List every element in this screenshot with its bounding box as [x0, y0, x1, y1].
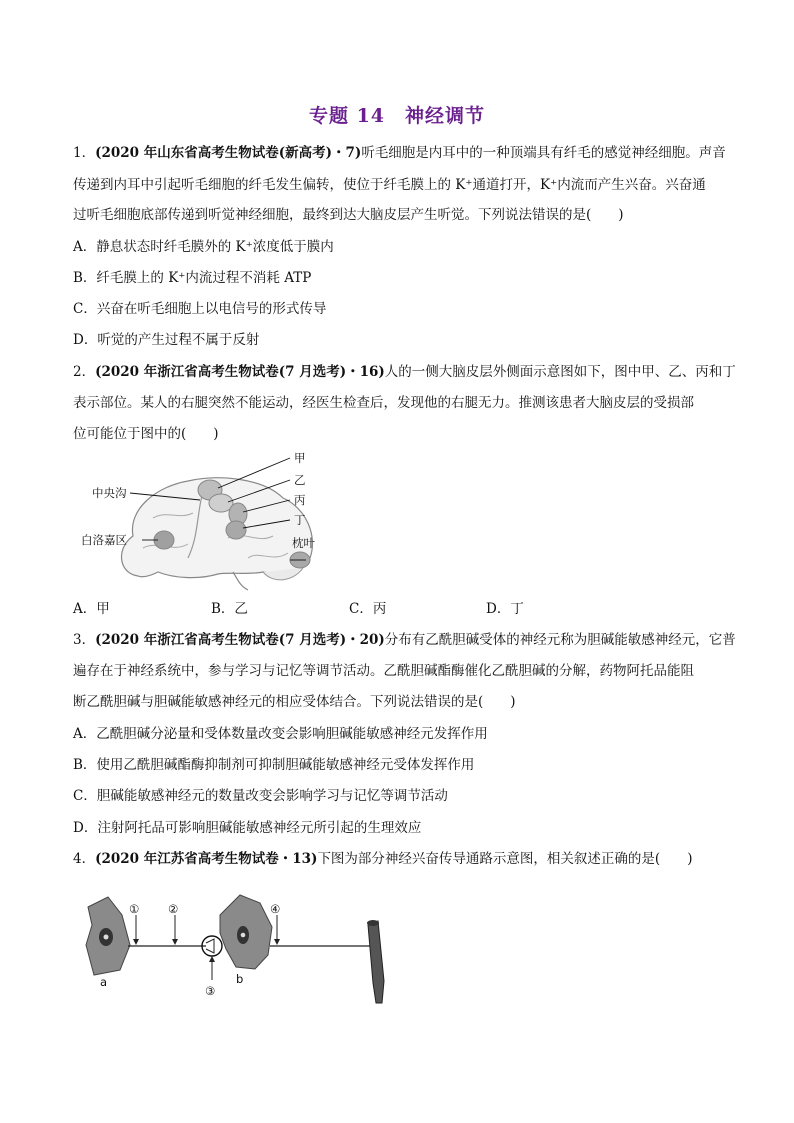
- q2-line1: [73, 362, 736, 382]
- q4-line1: [73, 849, 723, 869]
- label-jia: 甲: [294, 451, 306, 465]
- q1-source: (2020 年山东省高考生物试卷(新高考)・7): [95, 145, 362, 161]
- label-a: a: [100, 975, 108, 989]
- q4-number: 4．: [73, 851, 96, 867]
- brain-stem: [233, 572, 248, 590]
- q1-option-c[interactable]: C．兴奋在听毛细胞上以电信号的形式传导: [73, 301, 327, 317]
- label-4: ④: [270, 902, 281, 916]
- q3-source: (2020 年浙江省高考生物试卷(7 月选考)・20): [95, 632, 385, 648]
- label-1: ①: [129, 902, 140, 916]
- label-broca: 白洛嘉区: [81, 533, 127, 547]
- q3-option-b[interactable]: B．使用乙酰胆碱酯酶抑制剂可抑制胆碱能敏感神经元受体发挥作用: [73, 757, 475, 773]
- q1-option-a[interactable]: A．静息状态时纤毛膜外的 K⁺浓度低于膜内: [73, 239, 334, 255]
- q2-option-b[interactable]: B．乙: [211, 601, 248, 617]
- page-title: 专题 14 神经调节: [308, 105, 486, 127]
- q3-number: 3．: [73, 632, 96, 648]
- q1-option-d[interactable]: D．听觉的产生过程不属于反射: [73, 332, 260, 348]
- q2-option-d[interactable]: D．丁: [486, 601, 524, 617]
- q1-stem-3: 过听毛细胞底部传递到听觉神经细胞，最终到达大脑皮层产生听觉。下列说法错误的是( ): [73, 207, 624, 223]
- muscle-effector: [368, 921, 384, 1003]
- q3-option-d[interactable]: D．注射阿托品可影响胆碱能敏感神经元所引起的生理效应: [73, 820, 422, 836]
- label-3: ③: [205, 984, 216, 998]
- label-bing: 丙: [294, 493, 306, 507]
- q2-option-c[interactable]: C．丙: [349, 601, 387, 617]
- q2-stem-1: 人的一侧大脑皮层外侧面示意图如下，图中甲、乙、丙和丁: [384, 364, 736, 380]
- q2-option-a[interactable]: A．甲: [73, 601, 110, 617]
- label-ding: 丁: [294, 513, 306, 527]
- q2-stem-2: 表示部位。某人的右腿突然不能运动，经医生检查后，发现他的右腿无力。推测该患者大脑皮层的受损部: [73, 395, 694, 411]
- label-yi: 乙: [294, 473, 306, 487]
- q1-stem-2: 传递到内耳中引起听毛细胞的纤毛发生偏转，使位于纤毛膜上的 K⁺通道打开，K⁺内流而产生兴奋。兴奋通: [73, 177, 706, 193]
- label-occipital: 枕叶: [292, 536, 315, 550]
- q3-line1: [73, 630, 736, 650]
- region-ding: [226, 521, 246, 539]
- neuron-pathway-diagram: [80, 885, 410, 1010]
- q4-source: (2020 年江苏省高考生物试卷・13): [95, 851, 318, 867]
- label-2: ②: [168, 902, 179, 916]
- brain-diagram: [78, 448, 338, 593]
- q3-stem-3: 断乙酰胆碱与胆碱能敏感神经元的相应受体结合。下列说法错误的是( ): [73, 694, 516, 710]
- q2-stem-3: 位可能位于图中的( ): [73, 426, 219, 442]
- q2-source: (2020 年浙江省高考生物试卷(7 月选考)・16): [95, 364, 385, 380]
- q2-number: 2．: [73, 364, 96, 380]
- q3-stem-2: 遍存在于神经系统中，参与学习与记忆等调节活动。乙酰胆碱酯酶催化乙酰胆碱的分解，药物阿托品能阻: [73, 663, 694, 679]
- q3-stem-1: 分布有乙酰胆碱受体的神经元称为胆碱能敏感神经元，它普: [384, 632, 736, 648]
- q4-stem-1: 下图为部分神经兴奋传导通路示意图，相关叙述正确的是( ): [317, 851, 693, 867]
- label-central-sulcus: 中央沟: [92, 486, 127, 500]
- label-b: b: [236, 972, 244, 986]
- q1-line1: [73, 143, 726, 163]
- q1-stem-1: 听毛细胞是内耳中的一种顶端具有纤毛的感觉神经细胞。声音: [361, 145, 726, 161]
- q3-option-c[interactable]: C．胆碱能敏感神经元的数量改变会影响学习与记忆等调节活动: [73, 788, 448, 804]
- q1-number: 1．: [73, 145, 96, 161]
- q3-option-a[interactable]: A．乙酰胆碱分泌量和受体数量改变会影响胆碱能敏感神经元发挥作用: [73, 726, 488, 742]
- q1-option-b[interactable]: B．纤毛膜上的 K⁺内流过程不消耗 ATP: [73, 270, 312, 286]
